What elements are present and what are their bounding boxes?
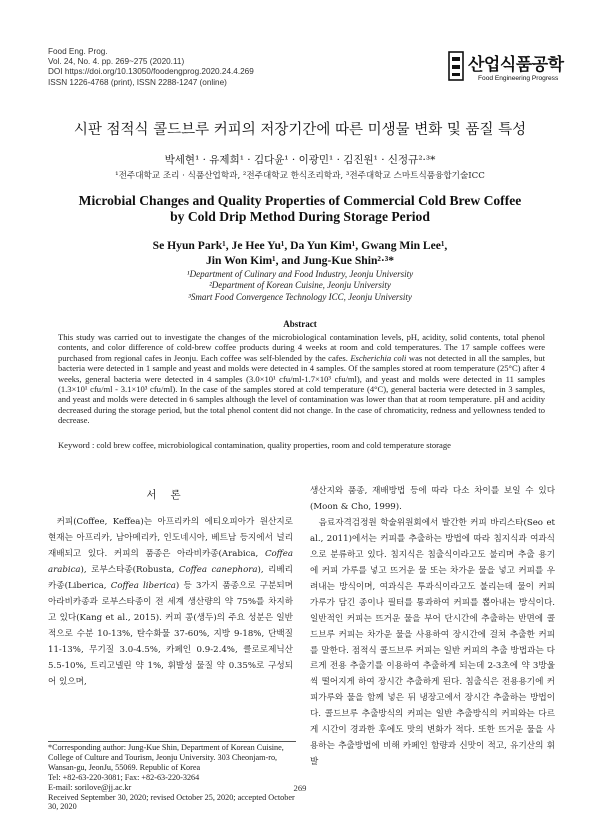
intro-text-a: 커피(Coffee, Keffea)는 아프리카의 에티오피아가 원산지로 현재는 아프리카, 남아메리카, 인도네시아, 베트남 등지에서 널리 재배되고 있다. 커피의 품종은 아라비카종(Arabica, [48,517,293,559]
journal-volume: Vol. 24, No. 4. pp. 269~275 (2020.11) [48,57,185,67]
journal-info [48,47,254,88]
keywords-label: Keyword : [58,440,95,450]
logo-english-text: Food Engineering Progress [478,75,559,82]
abstract-text [58,332,545,426]
intro-text-c: ), 리베리카종(Liberica, [48,564,293,591]
right-paragraph-0: 생산지와 품종, 재배방법 등에 따라 다소 차이를 보일 수 있다(Moon & Cho, 1999). [310,486,555,512]
journal-logo [448,48,564,90]
logo-korean-text: 산업식품공학 [468,55,564,75]
section-heading-introduction: 서론 [146,489,195,501]
species-liberica: Coffea liberica [110,580,176,591]
footnote-rule [48,741,296,742]
korean-affiliations: ¹전주대학교 조리 · 식품산업학과, ²전주대학교 한식조리학과, ³전주대학교 스마트식품융합기술ICC [115,171,485,181]
english-title-line-2: by Cold Drip Method During Storage Period [170,209,430,224]
journal-doi[interactable]: DOI https://doi.org/10.13050/foodengprog.2020.24.4.269 [48,67,254,77]
keywords [58,440,545,450]
left-column [48,515,293,690]
species-arabica: Coffea arabica [48,548,293,575]
english-title-line-1: Microbial Changes and Quality Properties of Commercial Cold Brew Coffee [78,193,522,208]
footnote-email[interactable]: E-mail: sorilove@jj.ac.kr [48,782,132,792]
species-canephora: Coffea canephora [178,564,258,575]
intro-text-b: ), 로부스타종(Robusta, [80,564,179,575]
intro-paragraph-1 [48,515,293,690]
logo-mark-icon [448,51,464,81]
english-affiliations [0,269,600,303]
right-paragraph-1: 음료자격검정원 학술위원회에서 발간한 커피 바리스타(Seo et al., 2011)에서는 커피를 추출하는 방법에 따라 침지식과 여과식으로 분류하고 있다. 침지식은 침출식이라고도 불리며 추출 용기에 커피 가루를 넣고 뜨거운 물 또는 차가운 물을 넣고 커피를 우려내는 방식이며, 여과식은 투과식이라고도 불리는데 물이 커피 가루가 담긴 종이나 필터를 통과하여 커피를 뽑아내는 방식이다. 일반적인 커피는 뜨거운 물을 부어 단시간에 추출하는 반면에 콜드브루 커피는 차가운 물을 사용하여 장시간에 걸쳐 추출한 커피를 말한다. 점적식 콜드브루 커피는 일반 커피의 추출 방법과는 다르게 전용 추출기를 이용하여 추출하게 되는데 2-3초에 약 3방울씩 떨어지게 하여 장시간 추출하게 된다. 침출식은 전용용기에 커피가루와 물을 함께 넣은 뒤 냉장고에서 장시간 추출하는 방법이다. 콜드브루 추출방식의 커피는 일반 추출방식의 커피와는 다르게 시간이 경과한 후에도 맛의 변화가 적다. 또한 뜨거운 물을 사용하는 추출방법에 비해 카페인 함량과 신맛이 적고, 유기산의 휘발 [310,517,555,768]
footnote-corresponding: *Corresponding author: Jung-Kue Shin, Department of Korean Cuisine, College of Culture and Tourism, Jeonju University. 303 Cheonjam-ro, Wansan-gu, JeonJu, 55069. Republic of Korea [48,743,284,772]
abstract-part-2: was not detected in all the samples, but bacteria were detected in 1 sample and yeast and molds were detected in 4 samples. Of the samples stored at room temperature (25°C) after 4 weeks, general bacteria were detected in 4 samples (3.0×10¹ cfu/ml-1.7×10³ cfu/ml), and yeast and molds were detected in 11 samples (1.3×10¹ cfu/ml - 3.1×10³ cfu/ml). In the case of the samples stored at cold temperature (4°C), general bacteria were detected in 3 samples, and yeast and molds were detected in 6 samples although the level of contamination was lower than that at room temperature. pH and acidity decreased during the storage period, but the total phenol content did not change. In the case of chromaticity, redness and yellowness tended to decrease. [58,352,545,426]
english-title [0,193,600,225]
english-authors-line-1: Se Hyun Park¹, Je Hee Yu¹, Da Yun Kim¹, Gwang Min Lee¹, [152,239,448,252]
affiliation-2: ²Department of Korean Cuisine, Jeonju University [209,280,391,291]
footnote [48,743,296,812]
english-authors-line-2: Jin Won Kim¹, and Jung-Kue Shin²·³* [205,254,395,267]
affiliation-3: ³Smart Food Convergence Technology ICC, Jeonju University [188,291,412,302]
footnote-tel: Tel: +82-63-220-3081; Fax: +82-63-220-3264 [48,772,200,782]
keywords-list: cold brew coffee, microbiological contamination, quality properties, room and cold temperature storage [96,440,451,450]
journal-issn: ISSN 1226-4768 (print), ISSN 2288-1247 (online) [48,77,227,87]
korean-title: 시판 점적식 콜드브루 커피의 저장기간에 따른 미생물 변화 및 품질 특성 [73,122,527,138]
korean-authors: 박세현¹ · 유제희¹ · 김다윤¹ · 이광민¹ · 김진원¹ · 신정규²·³* [164,154,436,166]
right-column [310,484,555,771]
english-authors [0,238,600,268]
footnote-received: Received September 30, 2020; revised October 25, 2020; accepted October 30, 2020 [48,792,295,812]
abstract-species: Escherichia coli [350,352,407,363]
intro-text-d: ) 등 3가지 품종으로 구분되며 아라비카종과 로부스타종이 전 세계 생산량의 약 75%를 차지하고 있다(Kang et al., 2015). 커피 콩(생두)의 주요 성분은 일반적으로 수분 10-13%, 탄수화물 37-60%, 지방 9-18%, 단백질 11-13%, 무기질 3.0-4.5%, 카페인 0.9-2.4%, 클로로제닉산 5.5-10%, 트리고넬린 약 1%, 휘발성 물질 약 0.35%로 구성되어 있으며, [48,580,293,687]
page-number: 269 [293,783,307,793]
abstract-part-1: This study was carried out to investigate the changes of the microbiological contamination levels, pH, acidity, solid contents, total phenol contents, and color difference of cold-brew coffee products during 4 weeks at room and cold temperatures. The 17 sample coffees were purchased from regional cafes in Jeonju. Each coffee was self-blended by the cafes. [58,332,545,363]
journal-name: Food Eng. Prog. [48,47,108,56]
affiliation-1: ¹Department of Culinary and Food Industry, Jeonju University [186,269,414,279]
abstract-heading: Abstract [283,319,317,329]
